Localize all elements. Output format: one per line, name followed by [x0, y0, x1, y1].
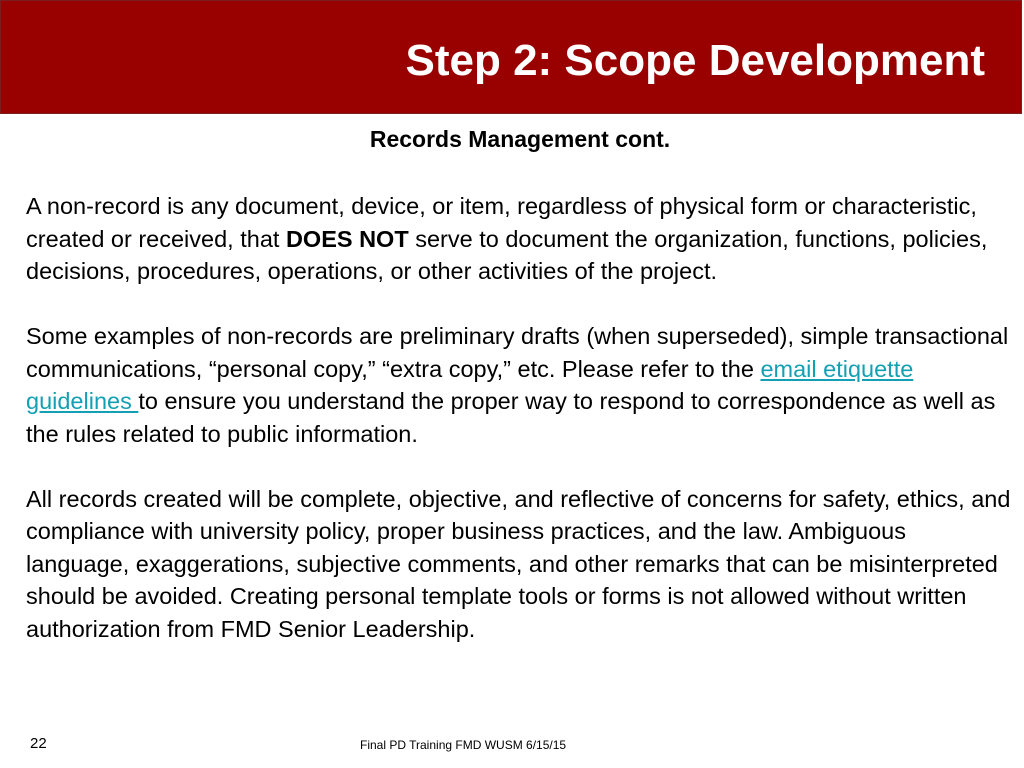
slide-body: [26, 190, 1011, 645]
examples-text-start: Some examples of non-records are preliminary drafts (when superseded), simple transactional communications, “personal copy,” “extra copy,” etc. Please refer to the: [26, 323, 1009, 382]
footer-label: Final PD Training FMD WUSM 6/15/15: [360, 738, 567, 752]
slide-title: Step 2: Scope Development: [405, 36, 985, 85]
page-number: 22: [30, 735, 47, 752]
email-etiquette-guidelines-link[interactable]: email etiquette guidelines: [26, 355, 914, 414]
definition-text-end: serve to document the organization, functions, policies, decisions, procedures, operations, or other activities of the project.: [26, 225, 988, 284]
title-banner: [0, 0, 1022, 114]
section-subtitle: Records Management cont.: [369, 126, 671, 152]
non-record-examples-paragraph: [26, 320, 1011, 450]
does-not-emphasis: DOES NOT: [285, 225, 409, 252]
records-requirements-paragraph: All records created will be complete, objective, and reflective of concerns for safety, ethics, and compliance with university policy, proper business practices, and the law. Ambiguous language, exaggerations, subjective comments, and other remarks that can be misinterpreted should be avoided. Creating personal template tools or forms is not allowed without written authorization from FMD Senior Leadership.: [26, 485, 1011, 642]
definition-text-start: A non-record is any document, device, or item, regardless of physical form or characteristic, created or received, that: [26, 193, 977, 252]
non-record-definition-paragraph: [26, 190, 1011, 288]
examples-text-end: to ensure you understand the proper way to respond to correspondence as well as the rules related to public information.: [26, 388, 996, 447]
